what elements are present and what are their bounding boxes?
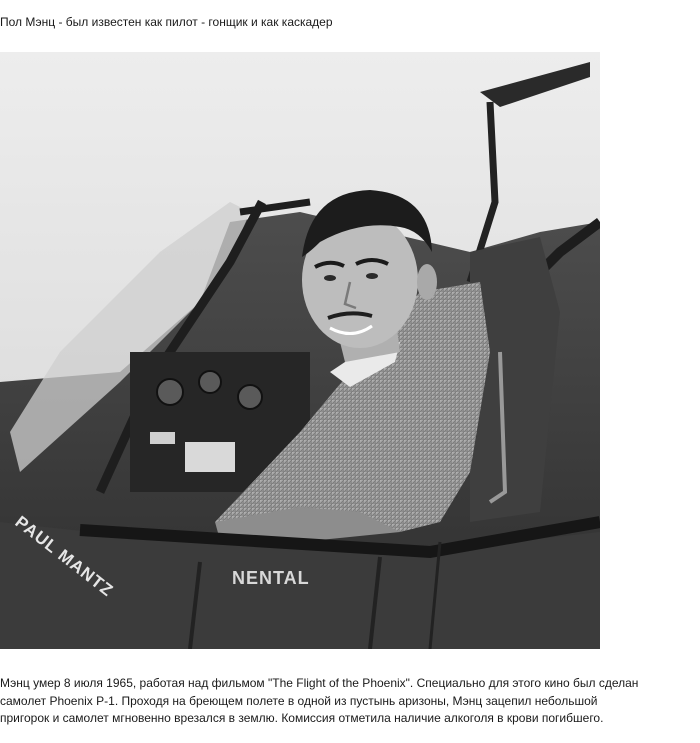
gauge-dial: [238, 385, 262, 409]
pilot-photo: [0, 52, 600, 649]
caption-bottom-line: Мэнц умер 8 июля 1965, работая над фильмом "The Flight of the Phoenix". Специально для этого кино был сделан: [0, 676, 639, 690]
fuselage-name-text: PAUL MANTZ: [11, 512, 117, 601]
panel-placard: [185, 442, 235, 472]
gauge-dial: [157, 379, 183, 405]
pilot-eye-right: [366, 273, 378, 279]
pilot-eye-left: [324, 275, 336, 281]
panel-lettering: NENTAL: [232, 568, 310, 588]
pilot-ear: [417, 264, 437, 300]
gauge-dial: [199, 371, 221, 393]
caption-bottom-line: самолет Phoenix P-1. Проходя на бреющем полете в одной из пустынь аризоны, Мэнц зацепил небольшой: [0, 693, 598, 708]
panel-label: [150, 432, 175, 444]
caption-bottom: [0, 675, 700, 728]
caption-top: Пол Мэнц - был известен как пилот - гонщик и как каскадер: [0, 15, 333, 29]
caption-bottom-line: пригорок и самолет мгновенно врезался в землю. Комиссия отметила наличие алкоголя в крови погибшего.: [0, 711, 604, 725]
pilot-photo-illustration: [0, 52, 600, 649]
